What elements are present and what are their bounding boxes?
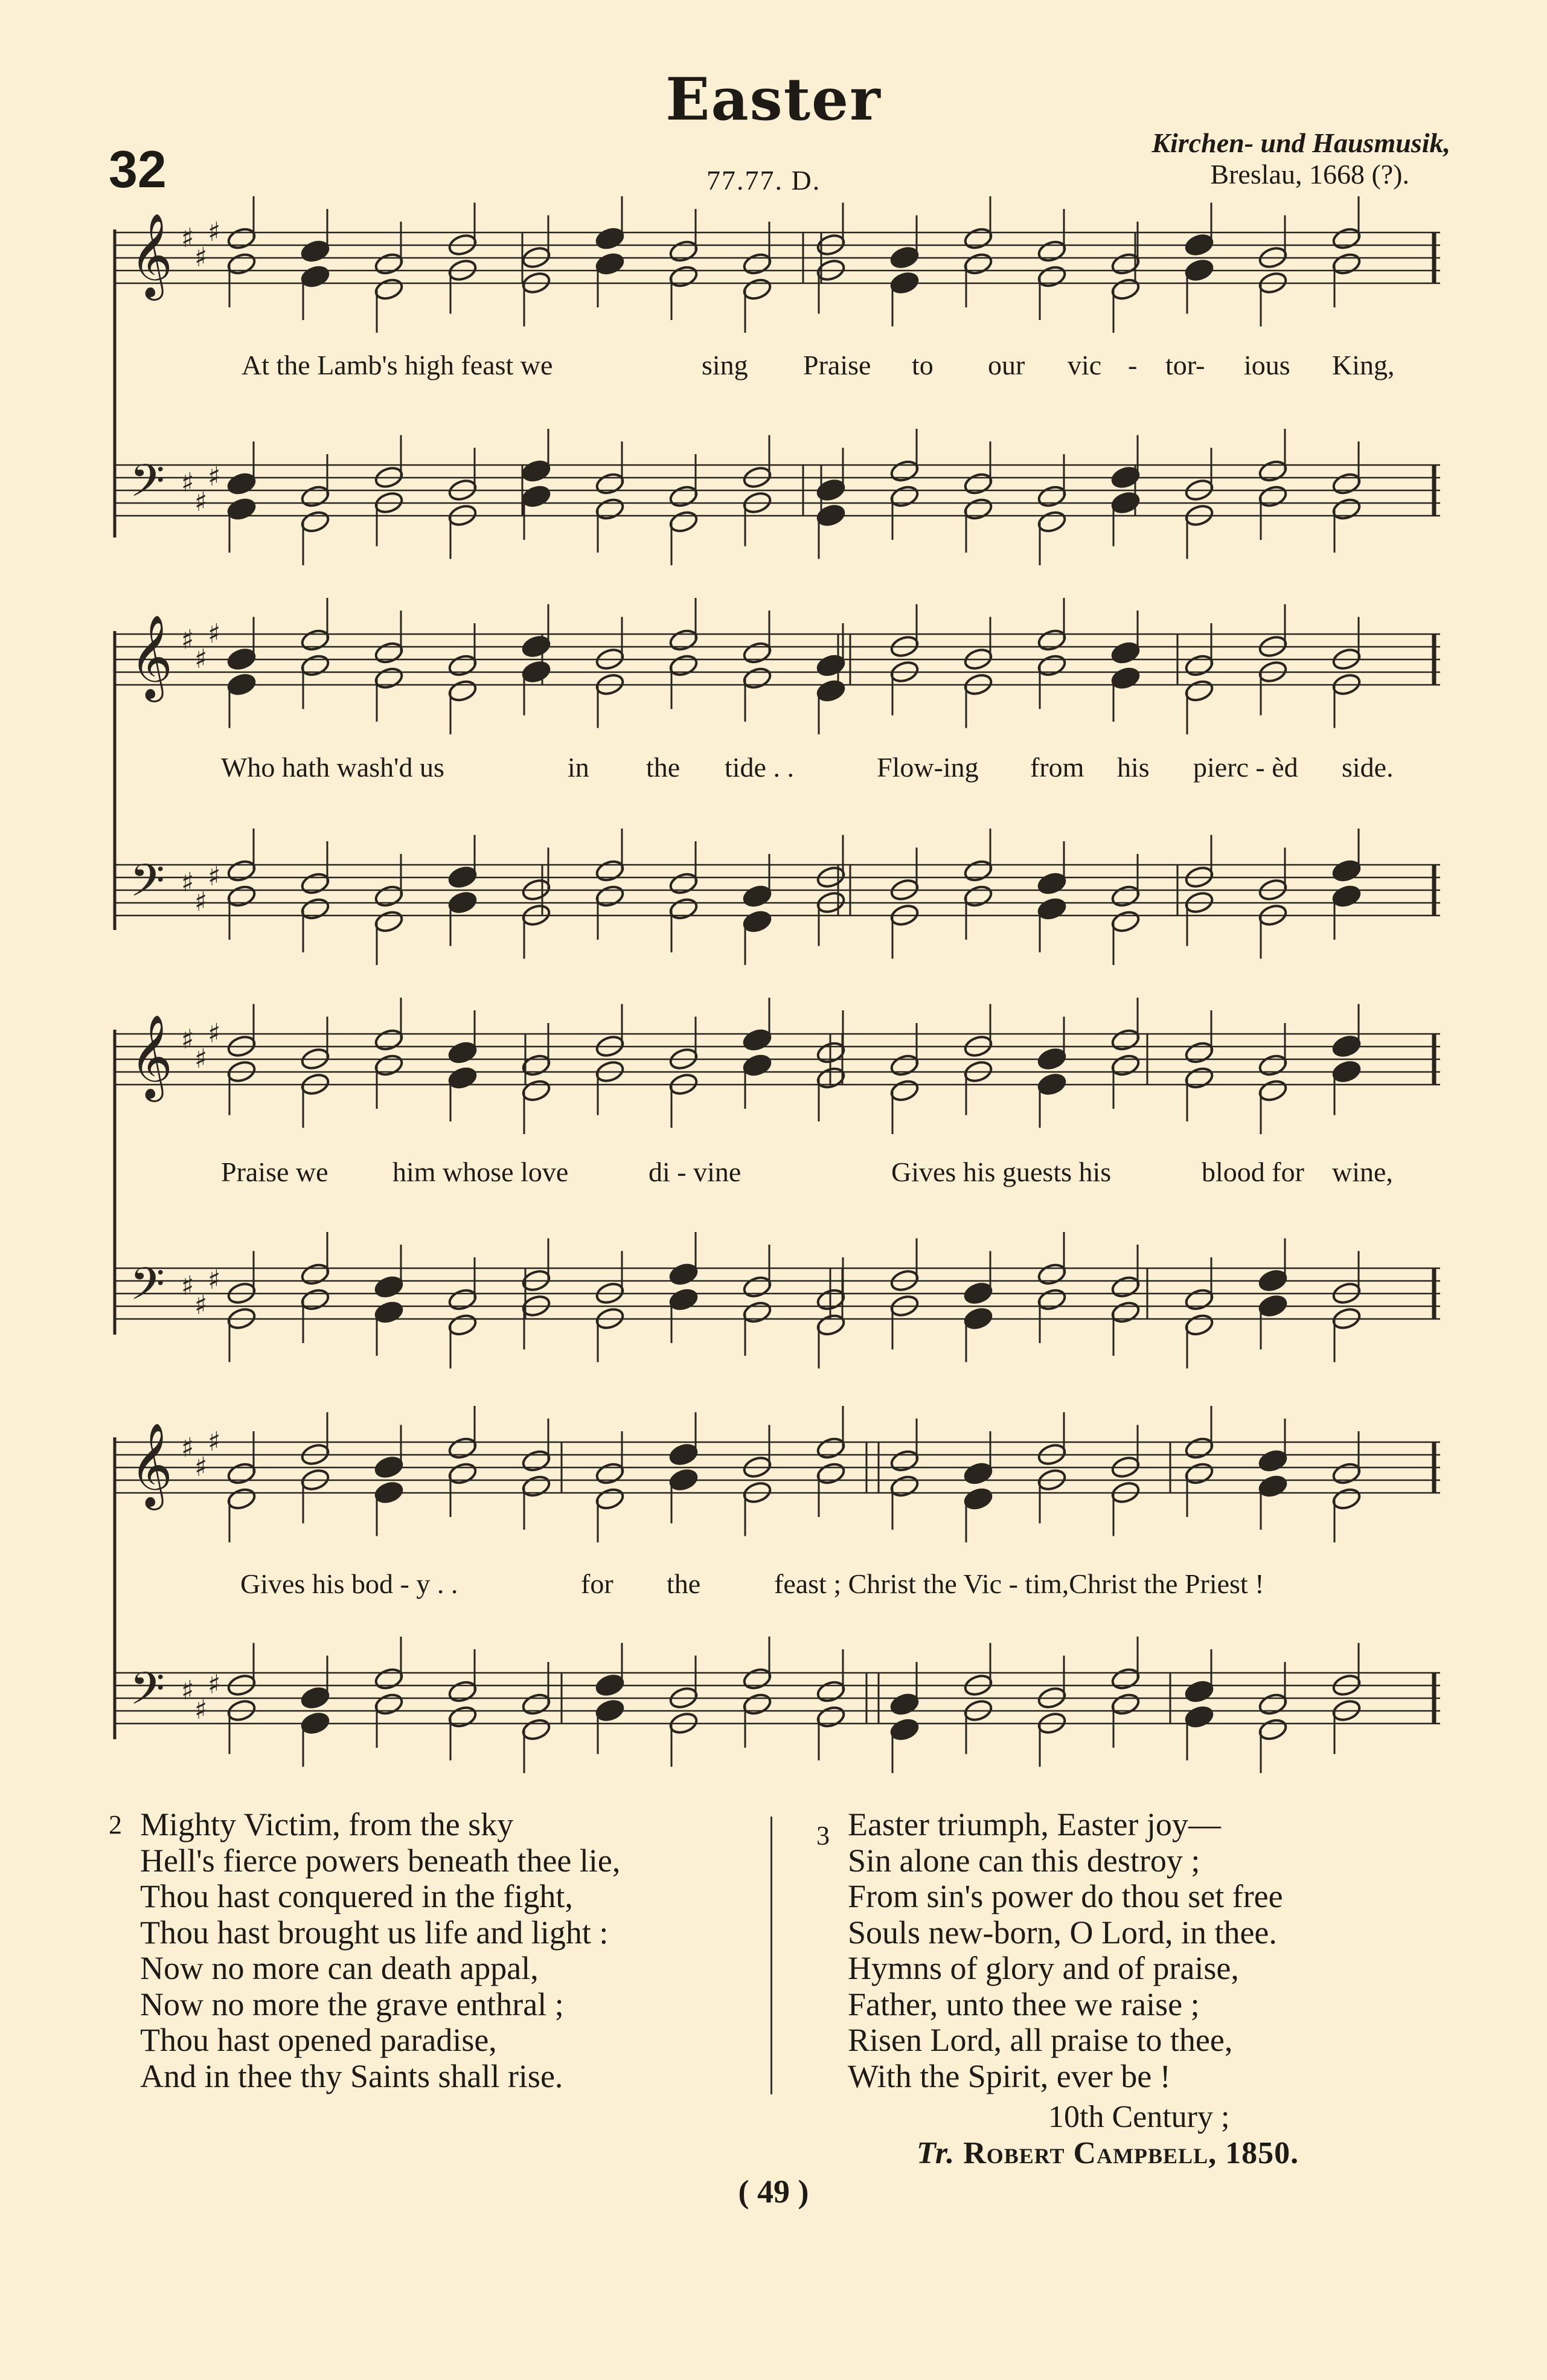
note-head bbox=[889, 1474, 920, 1498]
note-head bbox=[1184, 1435, 1215, 1460]
note-head bbox=[1037, 1072, 1068, 1097]
meter: 77.77. D. bbox=[706, 165, 821, 196]
note-head bbox=[1184, 1461, 1215, 1486]
lyric-segment: di - vine bbox=[649, 1156, 741, 1187]
lyric-line-3 bbox=[0, 1156, 1547, 1192]
note-head bbox=[889, 1692, 920, 1716]
note-head bbox=[226, 884, 257, 908]
note-head bbox=[816, 1704, 847, 1729]
note-head bbox=[447, 1435, 478, 1460]
note-head bbox=[374, 1480, 405, 1505]
note-head bbox=[1037, 896, 1068, 921]
note-head bbox=[226, 1461, 257, 1486]
note-head bbox=[1184, 1679, 1215, 1704]
note-head bbox=[889, 271, 920, 295]
sharp-icon: ♯ bbox=[194, 1044, 208, 1074]
note-head bbox=[1110, 1027, 1141, 1052]
note-head bbox=[226, 471, 257, 496]
hymn-title: Easter bbox=[665, 65, 882, 133]
note-head bbox=[595, 1461, 626, 1486]
note-head bbox=[1258, 484, 1289, 508]
note-head bbox=[300, 896, 331, 921]
note-head bbox=[1184, 678, 1215, 703]
sharp-icon: ♯ bbox=[194, 242, 208, 273]
note-head bbox=[1331, 1059, 1362, 1084]
note-head bbox=[1258, 1474, 1289, 1498]
note-head bbox=[668, 264, 699, 289]
note-head bbox=[447, 653, 478, 678]
note-head bbox=[374, 909, 405, 934]
note-head bbox=[595, 1673, 626, 1698]
note-head bbox=[742, 1666, 773, 1691]
note-head bbox=[1184, 1312, 1215, 1337]
bass-clef-icon: 𝄢 bbox=[130, 855, 165, 918]
lyric-segment: him whose love bbox=[392, 1156, 569, 1187]
verse-number: 2 bbox=[109, 1810, 122, 1840]
note-head bbox=[300, 264, 331, 289]
sharp-icon: ♯ bbox=[181, 867, 194, 898]
note-head bbox=[300, 509, 331, 534]
note-head bbox=[1184, 258, 1215, 283]
sharp-icon: ♯ bbox=[194, 1695, 208, 1725]
lyric-segment: ious bbox=[1244, 350, 1290, 380]
note-head bbox=[816, 1679, 847, 1704]
note-head bbox=[742, 1274, 773, 1299]
note-head bbox=[1258, 1692, 1289, 1716]
note-head bbox=[300, 1287, 331, 1312]
note-head bbox=[1258, 1717, 1289, 1742]
translator-prefix: Tr. bbox=[917, 2136, 955, 2170]
sharp-icon: ♯ bbox=[194, 1452, 208, 1483]
note-head bbox=[1331, 471, 1362, 496]
note-head bbox=[816, 1435, 847, 1460]
note-head bbox=[300, 1686, 331, 1710]
sharp-icon: ♯ bbox=[181, 223, 194, 254]
note-head bbox=[1184, 1287, 1215, 1312]
lyric-segment: in bbox=[568, 752, 589, 783]
note-head bbox=[595, 226, 626, 251]
note-head bbox=[668, 896, 699, 921]
note-head bbox=[521, 634, 552, 659]
note-head bbox=[963, 1486, 994, 1511]
translator-credit bbox=[917, 2135, 1299, 2171]
treble-clef-icon: 𝄞 bbox=[130, 1015, 173, 1099]
note-head bbox=[226, 672, 257, 697]
note-head bbox=[668, 627, 699, 652]
sharp-icon: ♯ bbox=[208, 1018, 221, 1049]
note-head bbox=[1037, 1287, 1068, 1312]
note-head bbox=[447, 1679, 478, 1704]
note-head bbox=[374, 884, 405, 908]
verse-2 bbox=[109, 1806, 621, 2094]
sharp-icon: ♯ bbox=[208, 618, 221, 649]
verse-line: Souls new-born, O Lord, in thee. bbox=[848, 1914, 1277, 1951]
note-head bbox=[1258, 1294, 1289, 1318]
treble-clef-icon: 𝄞 bbox=[130, 213, 173, 297]
note-head bbox=[595, 496, 626, 521]
note-head bbox=[521, 1692, 552, 1716]
note-head bbox=[742, 1027, 773, 1052]
verse-divider bbox=[770, 1817, 772, 2094]
note-head bbox=[300, 627, 331, 652]
note-head bbox=[1037, 871, 1068, 896]
verse-line: Thou hast conquered in the fight, bbox=[140, 1878, 573, 1914]
note-head bbox=[595, 471, 626, 496]
note-head bbox=[742, 1692, 773, 1716]
note-head bbox=[963, 251, 994, 276]
sharp-icon: ♯ bbox=[181, 624, 194, 655]
note-head bbox=[1037, 627, 1068, 652]
note-head bbox=[447, 1040, 478, 1065]
note-head bbox=[742, 1053, 773, 1077]
lyric-segment: sing bbox=[702, 350, 748, 380]
bass-clef-icon: 𝄢 bbox=[130, 455, 165, 518]
note-head bbox=[816, 653, 847, 678]
note-head bbox=[963, 226, 994, 251]
note-head bbox=[1331, 226, 1362, 251]
note-head bbox=[742, 251, 773, 276]
note-head bbox=[668, 1467, 699, 1492]
sharp-icon: ♯ bbox=[208, 1669, 221, 1700]
note-head bbox=[668, 1442, 699, 1467]
lyric-segment: from bbox=[1030, 752, 1084, 783]
note-head bbox=[668, 1287, 699, 1312]
note-head bbox=[742, 884, 773, 908]
note-head bbox=[1037, 1262, 1068, 1286]
note-head bbox=[595, 884, 626, 908]
sharp-icon: ♯ bbox=[181, 1024, 194, 1055]
note-head bbox=[668, 653, 699, 678]
note-head bbox=[1110, 277, 1141, 301]
note-head bbox=[1184, 1704, 1215, 1729]
note-head bbox=[447, 865, 478, 890]
note-head bbox=[1331, 1034, 1362, 1059]
lyric-segment: Praise bbox=[803, 350, 871, 380]
note-head bbox=[1258, 1268, 1289, 1293]
note-head bbox=[300, 1711, 331, 1736]
note-head bbox=[1331, 858, 1362, 883]
lyric-segment: Gives his guests his bbox=[891, 1156, 1112, 1187]
lyric-segment: the bbox=[667, 1568, 701, 1599]
note-head bbox=[816, 503, 847, 528]
note-head bbox=[668, 239, 699, 263]
note-head bbox=[374, 1300, 405, 1324]
lyric-segment: King, bbox=[1332, 350, 1395, 380]
note-head bbox=[1110, 465, 1141, 490]
note-head bbox=[374, 1666, 405, 1691]
page-number: ( 49 ) bbox=[738, 2173, 809, 2210]
sharp-icon: ♯ bbox=[208, 861, 221, 892]
lyric-segment: vic bbox=[1068, 350, 1102, 380]
note-head bbox=[742, 1300, 773, 1324]
note-head bbox=[447, 1461, 478, 1486]
verse-3 bbox=[816, 1806, 1283, 2094]
verse-line: Thou hast brought us life and light : bbox=[140, 1914, 609, 1951]
note-head bbox=[889, 458, 920, 483]
note-head bbox=[1184, 1040, 1215, 1065]
lyric-segment: feast ; Christ the Vic - tim,Christ the Priest ! bbox=[774, 1568, 1264, 1599]
note-head bbox=[963, 471, 994, 496]
note-head bbox=[742, 666, 773, 690]
lyric-segment: tor- bbox=[1165, 350, 1205, 380]
sharp-icon: ♯ bbox=[181, 467, 194, 498]
lyric-segment: Praise we bbox=[221, 1156, 328, 1187]
bass-clef-icon: 𝄢 bbox=[130, 1663, 165, 1726]
note-head bbox=[816, 1461, 847, 1486]
note-head bbox=[1110, 1274, 1141, 1299]
note-head bbox=[300, 871, 331, 896]
note-head bbox=[1037, 484, 1068, 508]
note-head bbox=[963, 1306, 994, 1331]
note-head bbox=[963, 1461, 994, 1486]
note-head bbox=[1110, 666, 1141, 690]
note-head bbox=[963, 858, 994, 883]
sharp-icon: ♯ bbox=[208, 1426, 221, 1457]
sharp-icon: ♯ bbox=[208, 1265, 221, 1295]
note-head bbox=[963, 496, 994, 521]
note-head bbox=[742, 640, 773, 665]
treble-clef-icon: 𝄞 bbox=[130, 1423, 173, 1507]
note-head bbox=[300, 653, 331, 678]
note-head bbox=[963, 1281, 994, 1306]
note-head bbox=[963, 884, 994, 908]
note-head bbox=[668, 871, 699, 896]
note-head bbox=[374, 1692, 405, 1716]
note-head bbox=[1110, 1692, 1141, 1716]
sharp-icon: ♯ bbox=[194, 644, 208, 675]
note-head bbox=[521, 484, 552, 508]
note-head bbox=[226, 496, 257, 521]
sharp-icon: ♯ bbox=[181, 1432, 194, 1463]
lyric-segment: Who hath wash'd us bbox=[221, 752, 444, 783]
lyric-line-1 bbox=[0, 349, 1547, 385]
hymn-number: 32 bbox=[109, 141, 167, 199]
note-head bbox=[300, 484, 331, 508]
note-head bbox=[1037, 653, 1068, 678]
lyric-segment: tide . . bbox=[725, 752, 794, 783]
note-head bbox=[1110, 1666, 1141, 1691]
note-head bbox=[1258, 1053, 1289, 1077]
note-head bbox=[447, 1287, 478, 1312]
note-head bbox=[1258, 458, 1289, 483]
note-head bbox=[595, 251, 626, 276]
note-head bbox=[1110, 490, 1141, 515]
sharp-icon: ♯ bbox=[208, 461, 221, 492]
note-head bbox=[374, 1027, 405, 1052]
verse-line: Mighty Victim, from the sky bbox=[140, 1806, 514, 1843]
verse-line: And in thee thy Saints shall rise. bbox=[140, 2058, 563, 2094]
verse-line: Thou hast opened paradise, bbox=[140, 2022, 497, 2058]
tune-source: Kirchen- und Hausmusik, bbox=[1151, 127, 1450, 158]
note-head bbox=[816, 678, 847, 703]
note-head bbox=[889, 1717, 920, 1742]
note-head bbox=[1037, 509, 1068, 534]
note-head bbox=[374, 1455, 405, 1480]
note-head bbox=[226, 858, 257, 883]
note-head bbox=[447, 1312, 478, 1337]
lyric-segment: to bbox=[912, 350, 934, 380]
note-head bbox=[889, 1078, 920, 1103]
note-head bbox=[226, 647, 257, 672]
verse-line: Hymns of glory and of praise, bbox=[848, 1950, 1239, 1986]
lyric-segment: pierc - èd bbox=[1193, 752, 1298, 783]
note-head bbox=[374, 277, 405, 301]
verse-line: Now no more the grave enthral ; bbox=[140, 1986, 564, 2022]
verse-line: Father, unto thee we raise ; bbox=[848, 1986, 1200, 2022]
verse-line: Sin alone can this destroy ; bbox=[848, 1842, 1200, 1879]
sharp-icon: ♯ bbox=[194, 1290, 208, 1321]
verse-line: Hell's fierce powers beneath thee lie, bbox=[140, 1842, 621, 1879]
note-head bbox=[447, 890, 478, 915]
note-head bbox=[742, 909, 773, 934]
note-head bbox=[300, 1262, 331, 1286]
lyric-line-4 bbox=[0, 1568, 1547, 1604]
tune-source-date: Breslau, 1668 (?). bbox=[1210, 159, 1409, 190]
lyric-segment: Gives his bod - y . . bbox=[240, 1568, 458, 1599]
bass-clef-icon: 𝄢 bbox=[130, 1258, 165, 1321]
note-head bbox=[1037, 264, 1068, 289]
lyric-segment: Flow-ing bbox=[877, 752, 979, 783]
note-head bbox=[1110, 1053, 1141, 1077]
note-head bbox=[668, 509, 699, 534]
lyric-segment: our bbox=[988, 350, 1025, 380]
note-head bbox=[889, 484, 920, 508]
note-head bbox=[447, 1065, 478, 1090]
note-head bbox=[889, 245, 920, 270]
lyric-segment: the bbox=[646, 752, 681, 783]
note-head bbox=[1184, 1065, 1215, 1090]
note-head bbox=[521, 1448, 552, 1473]
note-head bbox=[1258, 1448, 1289, 1473]
lyric-segment: wine, bbox=[1332, 1156, 1393, 1187]
note-head bbox=[668, 484, 699, 508]
note-head bbox=[1110, 884, 1141, 908]
lyric-segment: side. bbox=[1342, 752, 1394, 783]
note-head bbox=[1110, 1300, 1141, 1324]
note-head bbox=[447, 1704, 478, 1729]
lyric-segment: At the Lamb's high feast we bbox=[242, 350, 553, 380]
note-head bbox=[816, 478, 847, 502]
note-head bbox=[447, 678, 478, 703]
verse-line: Now no more can death appal, bbox=[140, 1950, 539, 1986]
sharp-icon: ♯ bbox=[181, 1675, 194, 1706]
note-head bbox=[374, 666, 405, 690]
note-head bbox=[1110, 251, 1141, 276]
note-head bbox=[1184, 233, 1215, 257]
note-head bbox=[1331, 496, 1362, 521]
note-head bbox=[374, 251, 405, 276]
verse-number: 3 bbox=[816, 1821, 830, 1850]
note-head bbox=[226, 1486, 257, 1511]
lyric-line-2 bbox=[0, 751, 1547, 787]
note-head bbox=[742, 277, 773, 301]
note-head bbox=[1037, 1047, 1068, 1071]
translator-name: Robert Campbell, 1850. bbox=[963, 2136, 1299, 2170]
note-head bbox=[374, 640, 405, 665]
note-head bbox=[889, 1448, 920, 1473]
note-head bbox=[226, 251, 257, 276]
verse-line: With the Spirit, ever be ! bbox=[848, 2058, 1171, 2094]
note-head bbox=[374, 1274, 405, 1299]
note-head bbox=[1331, 1486, 1362, 1511]
note-head bbox=[1331, 251, 1362, 276]
lyric-segment: for bbox=[581, 1568, 613, 1599]
verse-line: From sin's power do thou set free bbox=[848, 1878, 1283, 1914]
note-head bbox=[889, 1053, 920, 1077]
sharp-icon: ♯ bbox=[181, 1271, 194, 1301]
note-head bbox=[1258, 1078, 1289, 1103]
note-head bbox=[1331, 1461, 1362, 1486]
note-head bbox=[521, 1474, 552, 1498]
note-head bbox=[521, 1717, 552, 1742]
note-head bbox=[374, 1053, 405, 1077]
verse-line: Easter triumph, Easter joy— bbox=[848, 1806, 1221, 1843]
note-head bbox=[300, 239, 331, 263]
note-head bbox=[521, 659, 552, 684]
note-head bbox=[668, 1262, 699, 1286]
lyric-segment: blood for bbox=[1202, 1156, 1304, 1187]
note-head bbox=[1110, 909, 1141, 934]
note-head bbox=[1184, 653, 1215, 678]
note-head bbox=[226, 226, 257, 251]
lyric-segment: his bbox=[1117, 752, 1150, 783]
note-head bbox=[1331, 884, 1362, 908]
note-head bbox=[1037, 239, 1068, 263]
note-head bbox=[595, 858, 626, 883]
note-head bbox=[595, 1486, 626, 1511]
sharp-icon: ♯ bbox=[194, 887, 208, 917]
lyric-segment: - bbox=[1128, 350, 1138, 380]
note-head bbox=[595, 1698, 626, 1723]
note-head bbox=[521, 458, 552, 483]
sharp-icon: ♯ bbox=[194, 487, 208, 518]
verse-line: Risen Lord, all praise to thee, bbox=[848, 2022, 1233, 2058]
treble-clef-icon: 𝄞 bbox=[130, 615, 173, 699]
note-head bbox=[1110, 640, 1141, 665]
sharp-icon: ♯ bbox=[208, 217, 221, 248]
date-credit: 10th Century ; bbox=[1048, 2100, 1230, 2134]
